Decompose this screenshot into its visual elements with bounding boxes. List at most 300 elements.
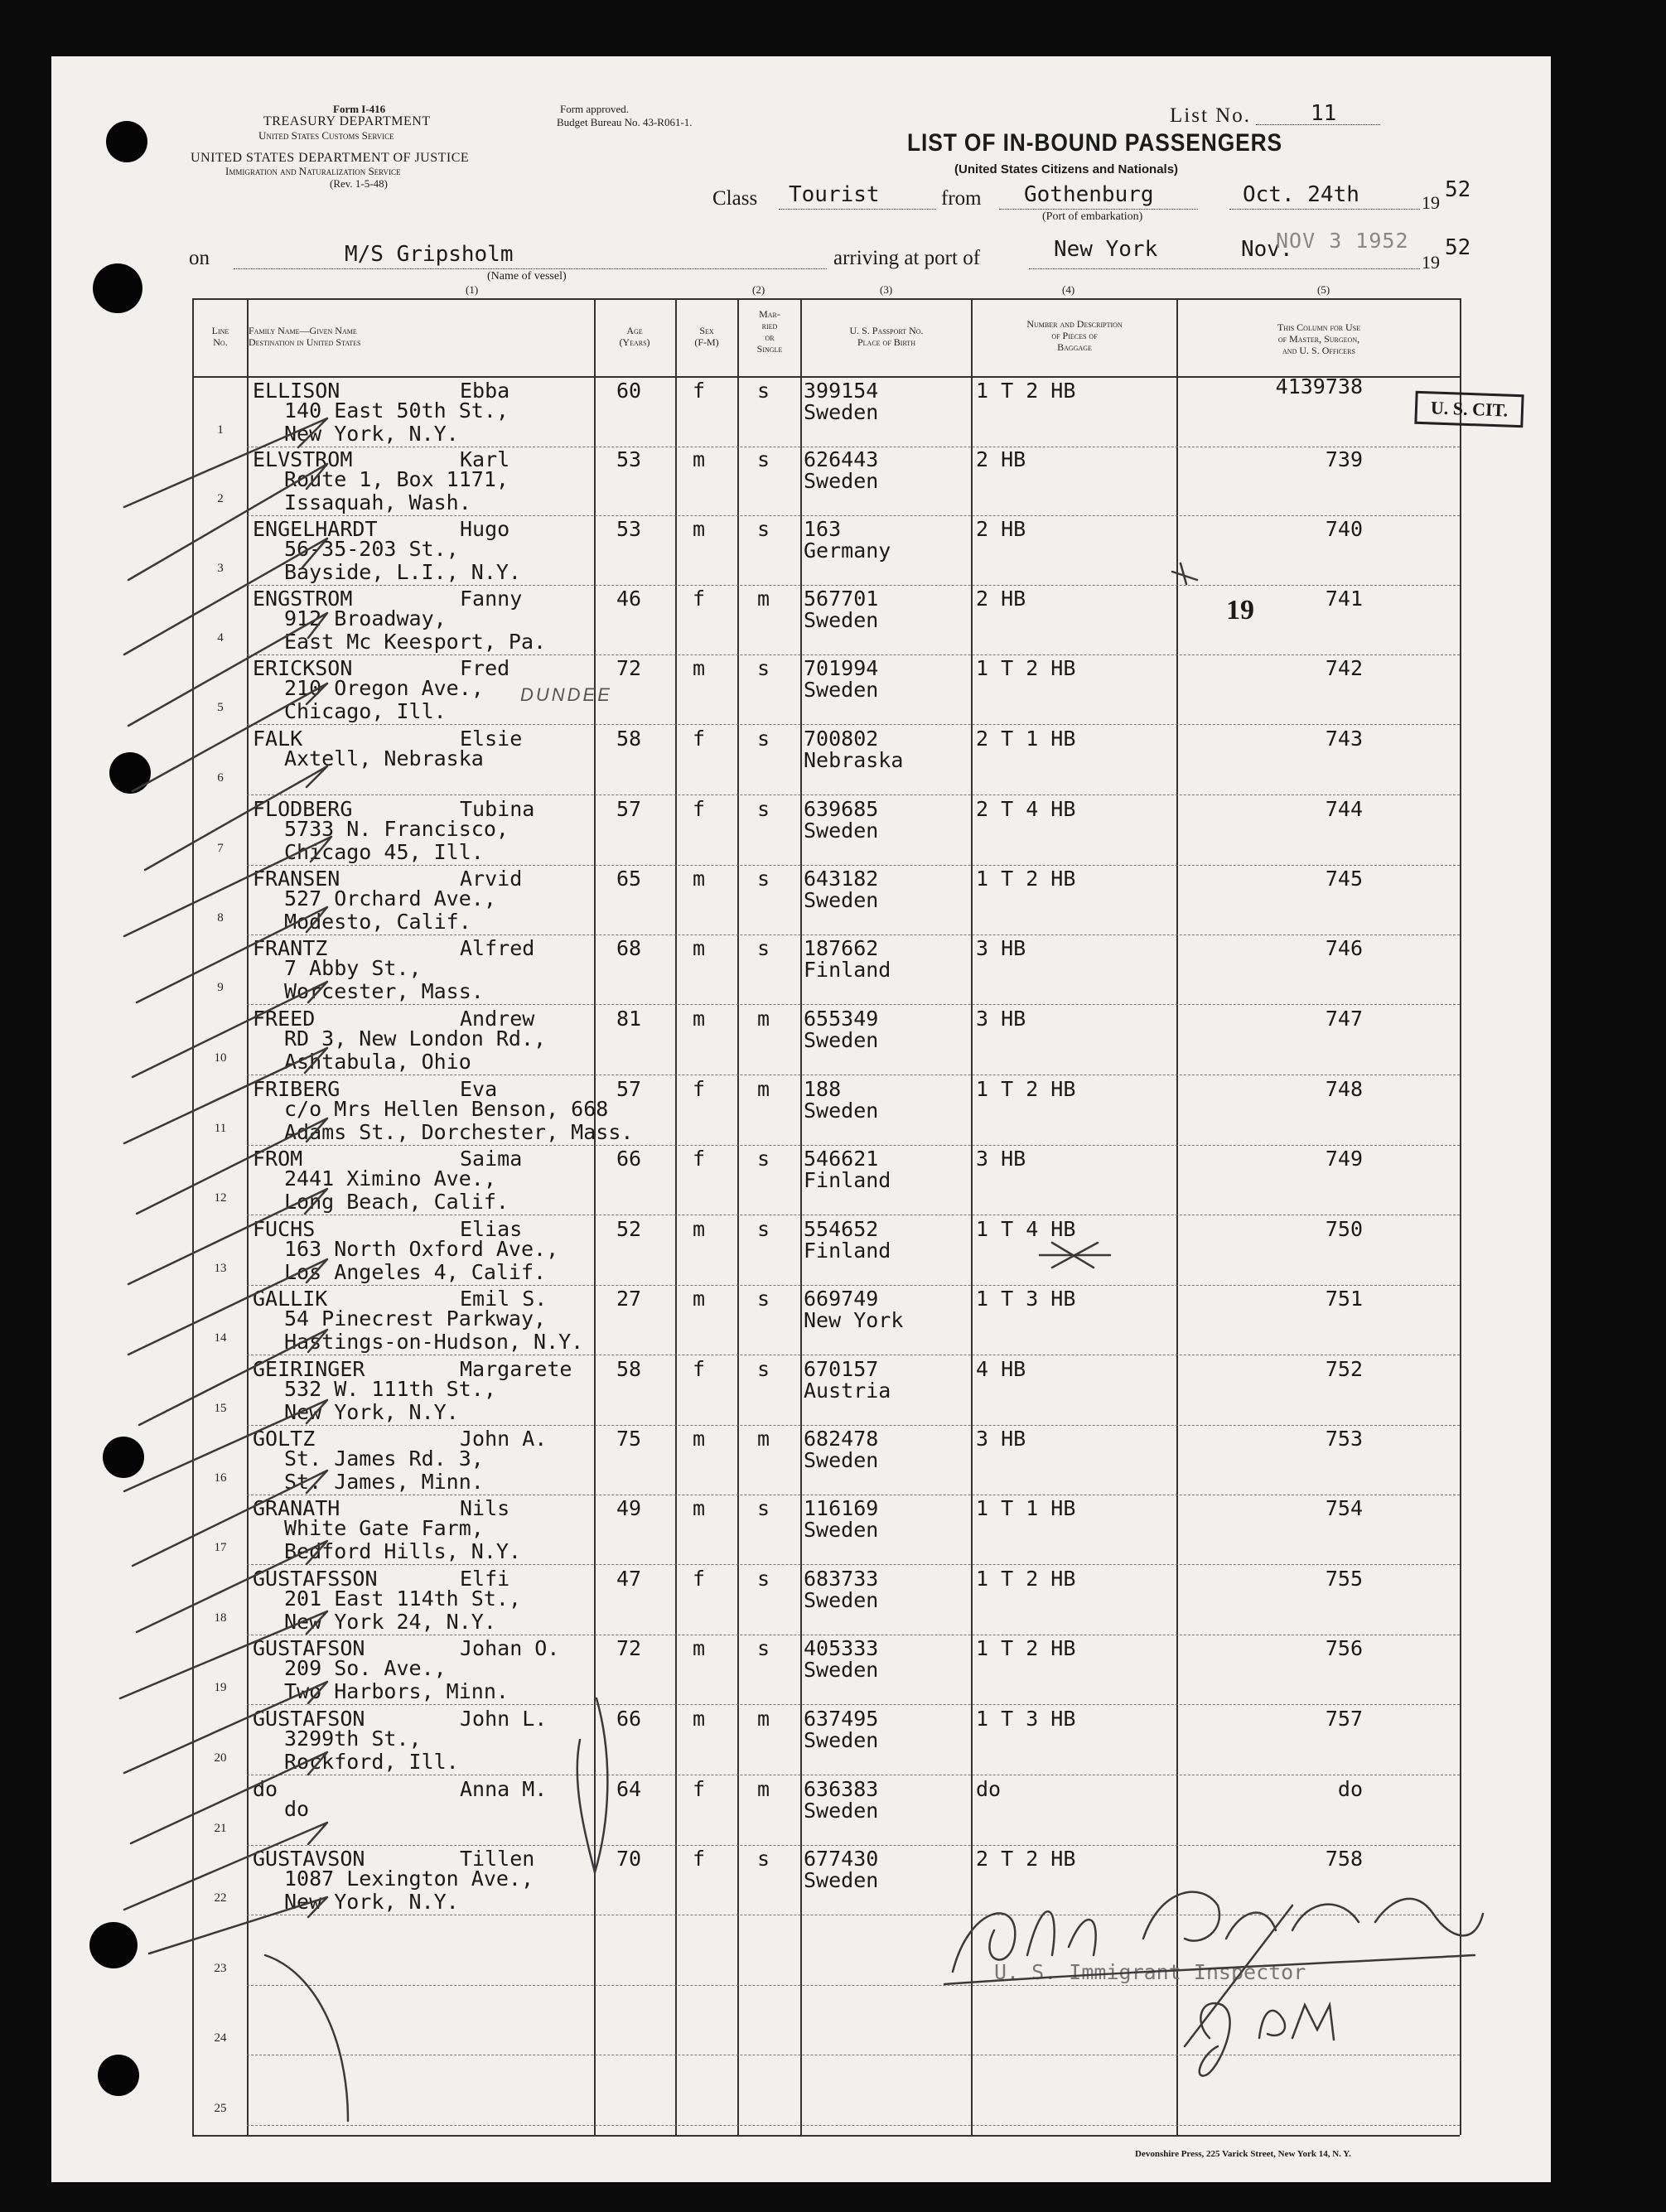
sex: f xyxy=(693,1147,706,1171)
place-of-birth: New York xyxy=(804,1308,904,1332)
address-line1: 140 East 50th St., xyxy=(284,398,509,423)
line-number: 16 xyxy=(214,1471,227,1485)
family-name: GEIRINGER xyxy=(253,1357,365,1381)
line-number: 11 xyxy=(214,1121,227,1135)
age: 65 xyxy=(616,867,642,891)
header-passport: U. S. Passport No. Place of Birth xyxy=(849,325,924,348)
baggage: 1 T 2 HB xyxy=(976,656,1076,680)
baggage: 1 T 2 HB xyxy=(976,867,1076,891)
line-number: 13 xyxy=(214,1261,227,1275)
sex: f xyxy=(693,1357,706,1381)
given-name: Hugo xyxy=(460,517,510,541)
baggage: 2 HB xyxy=(976,447,1026,471)
age: 57 xyxy=(616,1077,642,1101)
form-revision: (Rev. 1-5-48) xyxy=(330,177,388,190)
line-number: 3 xyxy=(217,561,224,575)
arrival-year: 52 xyxy=(1445,235,1471,260)
baggage: 3 HB xyxy=(976,1427,1026,1451)
age: 58 xyxy=(616,1357,642,1381)
baggage: 3 HB xyxy=(976,1147,1026,1171)
officer-number: 750 xyxy=(1325,1217,1363,1241)
passport-number: 637495 xyxy=(804,1707,879,1731)
given-name: Johan O. xyxy=(460,1636,560,1660)
class-value: Tourist xyxy=(789,182,880,207)
address-line2: Adams St., Dorchester, Mass. xyxy=(284,1120,634,1144)
port-underline xyxy=(1029,268,1420,269)
address-line2: Chicago 45, Ill. xyxy=(284,840,484,864)
marital-status: m xyxy=(757,1077,770,1101)
handwritten-dundee: DUNDEE xyxy=(520,684,612,705)
age: 47 xyxy=(616,1567,642,1591)
baggage: 1 T 4 HB xyxy=(976,1217,1076,1241)
marital-status: s xyxy=(757,1357,770,1381)
passport-number: 405333 xyxy=(804,1636,879,1660)
vessel-caption: (Name of vessel) xyxy=(487,270,567,283)
passport-number: 655349 xyxy=(804,1007,879,1031)
line-number: 6 xyxy=(217,770,224,785)
sex: m xyxy=(693,517,706,541)
line-number: 22 xyxy=(214,1891,227,1905)
family-name: GRANATH xyxy=(253,1496,340,1520)
address-line1: Route 1, Box 1171, xyxy=(284,467,509,491)
address-line1: c/o Mrs Hellen Benson, 668 xyxy=(284,1097,609,1121)
address-line2: New York, N.Y. xyxy=(284,1400,459,1424)
on-label: on xyxy=(189,247,210,269)
row-divider xyxy=(247,865,1460,866)
officer-number: 751 xyxy=(1325,1287,1363,1311)
baggage: 4 HB xyxy=(976,1357,1026,1381)
arriving-label: arriving at port of xyxy=(833,247,981,269)
age: 68 xyxy=(616,936,642,960)
row-divider xyxy=(247,1285,1460,1286)
baggage: 2 T 4 HB xyxy=(976,797,1076,821)
passport-number: 643182 xyxy=(804,867,879,891)
row-divider xyxy=(247,1704,1460,1705)
address-line1: 56-35-203 St., xyxy=(284,537,459,561)
age: 49 xyxy=(616,1496,642,1520)
baggage: 2 HB xyxy=(976,587,1026,611)
address-line1: 912 Broadway, xyxy=(284,606,447,630)
marital-status: s xyxy=(757,1567,770,1591)
address-line1: 532 W. 111th St., xyxy=(284,1377,496,1401)
passport-number: 683733 xyxy=(804,1567,879,1591)
passport-number: 701994 xyxy=(804,656,879,680)
place-of-birth: Austria xyxy=(804,1379,891,1403)
line-number: 5 xyxy=(217,700,224,714)
family-name: FALK xyxy=(253,727,303,751)
address-line1: 1087 Lexington Ave., xyxy=(284,1867,534,1891)
given-name: Tillen xyxy=(460,1847,535,1871)
age: 53 xyxy=(616,517,642,541)
address-line1: 7 Abby St., xyxy=(284,956,422,980)
line-number: 14 xyxy=(214,1331,227,1345)
marital-status: s xyxy=(757,379,770,403)
given-name: Fred xyxy=(460,656,510,680)
row-divider xyxy=(247,1145,1460,1146)
given-name: Tubina xyxy=(460,797,535,821)
address-line2: New York, N.Y. xyxy=(284,1890,459,1914)
marital-status: s xyxy=(757,1287,770,1311)
passport-number: 554652 xyxy=(804,1217,879,1241)
sex: m xyxy=(693,1427,706,1451)
form-title: LIST OF IN-BOUND PASSENGERS xyxy=(907,129,1283,157)
row-divider xyxy=(247,1985,1460,1986)
family-name: GOLTZ xyxy=(253,1427,316,1451)
age: 70 xyxy=(616,1847,642,1871)
passport-number: 188 xyxy=(804,1077,842,1101)
class-underline xyxy=(779,209,936,210)
given-name: Emil S. xyxy=(460,1287,548,1311)
row-divider xyxy=(247,1004,1460,1005)
family-name: ENGSTROM xyxy=(253,587,353,611)
sex: f xyxy=(693,727,706,751)
officer-number: 747 xyxy=(1325,1007,1363,1031)
place-of-birth: Sweden xyxy=(804,888,879,912)
officer-number: 749 xyxy=(1325,1147,1363,1171)
age: 60 xyxy=(616,379,642,403)
place-of-birth: Sweden xyxy=(804,819,879,843)
row-divider xyxy=(247,1425,1460,1426)
customs-service: United States Customs Service xyxy=(258,129,394,142)
place-of-birth: Sweden xyxy=(804,400,879,424)
passport-number: 677430 xyxy=(804,1847,879,1871)
given-name: Elfi xyxy=(460,1567,510,1591)
sex: m xyxy=(693,1217,706,1241)
place-of-birth: Sweden xyxy=(804,1448,879,1472)
line-number: 1 xyxy=(217,423,224,437)
line-number: 4 xyxy=(217,630,224,645)
sex: m xyxy=(693,447,706,471)
passport-number: 399154 xyxy=(804,379,879,403)
passport-number: 626443 xyxy=(804,447,879,471)
line-number: 12 xyxy=(214,1191,227,1205)
officer-number: 4139738 xyxy=(1275,374,1363,398)
officer-number: 748 xyxy=(1325,1077,1363,1101)
passport-number: 670157 xyxy=(804,1357,879,1381)
header-baggage: Number and Description of Pieces of Baggage xyxy=(1026,318,1123,353)
marital-status: s xyxy=(757,447,770,471)
marital-status: s xyxy=(757,517,770,541)
line-number: 21 xyxy=(214,1821,227,1835)
address-line2: New York 24, N.Y. xyxy=(284,1610,496,1634)
port-embarkation-caption: (Port of embarkation) xyxy=(1042,210,1143,223)
officer-number: 744 xyxy=(1325,797,1363,821)
form-number: Form I-416 xyxy=(333,103,386,115)
sex: f xyxy=(693,1777,706,1801)
officer-number: 740 xyxy=(1325,517,1363,541)
place-of-birth: Sweden xyxy=(804,1728,879,1752)
line-number: 8 xyxy=(217,910,224,925)
place-of-birth: Sweden xyxy=(804,1099,879,1123)
place-of-birth: Sweden xyxy=(804,1588,879,1612)
passport-number: 639685 xyxy=(804,797,879,821)
sex: m xyxy=(693,1707,706,1731)
address-line1: St. James Rd. 3, xyxy=(284,1446,484,1471)
marital-status: s xyxy=(757,1217,770,1241)
baggage: 1 T 2 HB xyxy=(976,1567,1076,1591)
from-label: from xyxy=(941,187,982,210)
row-divider xyxy=(247,654,1460,655)
given-name: Alfred xyxy=(460,936,535,960)
sex: m xyxy=(693,656,706,680)
family-name: FRANSEN xyxy=(253,867,340,891)
arrival-port: New York xyxy=(1054,237,1158,262)
given-name: Saima xyxy=(460,1147,523,1171)
punch-hole xyxy=(98,2055,139,2096)
sex: m xyxy=(693,1287,706,1311)
row-divider xyxy=(247,585,1460,586)
age: 46 xyxy=(616,587,642,611)
place-of-birth: Sweden xyxy=(804,1518,879,1542)
budget-bureau: Budget Bureau No. 43-R061-1. xyxy=(557,116,693,128)
address-line1: 2441 Ximino Ave., xyxy=(284,1166,496,1191)
address-line1: 163 North Oxford Ave., xyxy=(284,1237,559,1261)
given-name: Fanny xyxy=(460,587,523,611)
family-name: GALLIK xyxy=(253,1287,328,1311)
family-name: ELLISON xyxy=(253,379,340,403)
place-of-birth: Finland xyxy=(804,958,891,982)
passport-number: 682478 xyxy=(804,1427,879,1451)
age: 66 xyxy=(616,1147,642,1171)
list-no-value: 11 xyxy=(1311,101,1337,126)
col-num-5: (5) xyxy=(1317,283,1330,296)
baggage: 1 T 2 HB xyxy=(976,1077,1076,1101)
header-age: Age (Years) xyxy=(619,325,650,348)
officer-number: 758 xyxy=(1325,1847,1363,1871)
dept-justice: UNITED STATES DEPARTMENT OF JUSTICE xyxy=(191,151,470,165)
family-name: GUSTAVSON xyxy=(253,1847,365,1871)
marital-status: s xyxy=(757,1847,770,1871)
header-sex: Sex (F-M) xyxy=(694,325,719,348)
place-of-birth: Sweden xyxy=(804,1028,879,1052)
age: 81 xyxy=(616,1007,642,1031)
officer-number: 755 xyxy=(1325,1567,1363,1591)
family-name: GUSTAFSON xyxy=(253,1636,365,1660)
address-line1: RD 3, New London Rd., xyxy=(284,1026,547,1050)
from-value: Gothenburg xyxy=(1024,182,1154,207)
ins-service: Immigration and Naturalization Service xyxy=(225,165,401,177)
line-number: 17 xyxy=(214,1540,227,1554)
given-name: Nils xyxy=(460,1496,510,1520)
passport-number: 669749 xyxy=(804,1287,879,1311)
place-of-birth: Finland xyxy=(804,1239,891,1263)
row-divider xyxy=(247,724,1460,725)
address-line2: Los Angeles 4, Calif. xyxy=(284,1260,547,1284)
baggage: 3 HB xyxy=(976,1007,1026,1031)
address-line2: Bayside, L.I., N.Y. xyxy=(284,560,521,584)
family-name: ELVSTROM xyxy=(253,447,353,471)
address-line1: 201 East 114th St., xyxy=(284,1587,521,1611)
officer-number: 752 xyxy=(1325,1357,1363,1381)
departure-date: Oct. 24th xyxy=(1243,182,1359,207)
address-line1: 5733 N. Francisco, xyxy=(284,817,509,841)
baggage: 2 T 1 HB xyxy=(976,727,1076,751)
sex: m xyxy=(693,1636,706,1660)
address-line2: Modesto, Calif. xyxy=(284,910,471,934)
year-prefix: 19 xyxy=(1422,192,1440,213)
address-line1: 209 So. Ave., xyxy=(284,1656,447,1680)
vessel-name: M/S Gripsholm xyxy=(345,242,514,267)
inspector-caption: U. S. Immigrant Inspector xyxy=(994,1960,1306,1984)
marital-status: m xyxy=(757,587,770,611)
dept-treasury: TREASURY DEPARTMENT xyxy=(263,114,431,128)
marital-status: s xyxy=(757,1496,770,1520)
marital-status: m xyxy=(757,1427,770,1451)
baggage: 1 T 3 HB xyxy=(976,1707,1076,1731)
given-name: Anna M. xyxy=(460,1777,548,1801)
list-no-label: List No. xyxy=(1170,104,1251,127)
age: 58 xyxy=(616,727,642,751)
family-name: GUSTAFSSON xyxy=(253,1567,378,1591)
col-num-1: (1) xyxy=(466,283,479,296)
officer-number: 745 xyxy=(1325,867,1363,891)
family-name: ENGELHARDT xyxy=(253,517,378,541)
baggage: 3 HB xyxy=(976,936,1026,960)
from-underline xyxy=(999,209,1198,210)
address-line2: New York, N.Y. xyxy=(284,422,459,446)
age: 53 xyxy=(616,447,642,471)
officer-number: 756 xyxy=(1325,1636,1363,1660)
row-divider xyxy=(247,2125,1460,2126)
baggage: 1 T 2 HB xyxy=(976,1636,1076,1660)
place-of-birth: Sweden xyxy=(804,469,879,493)
sex: f xyxy=(693,1077,706,1101)
address-line2: Bedford Hills, N.Y. xyxy=(284,1539,521,1563)
line-number: 23 xyxy=(214,1961,227,1975)
age: 75 xyxy=(616,1427,642,1451)
line-number: 19 xyxy=(214,1680,227,1694)
family-name: FRANTZ xyxy=(253,936,328,960)
printer-footer: Devonshire Press, 225 Varick Street, New York 14, N. Y. xyxy=(1135,2149,1351,2159)
given-name: Eva xyxy=(460,1077,498,1101)
class-label: Class xyxy=(712,187,758,210)
marital-status: m xyxy=(757,1707,770,1731)
marital-status: s xyxy=(757,797,770,821)
punch-hole xyxy=(103,1437,144,1478)
header-married: Mar- ried or Single xyxy=(756,308,783,355)
passport-number: 546621 xyxy=(804,1147,879,1171)
baggage: 1 T 3 HB xyxy=(976,1287,1076,1311)
row-divider xyxy=(247,1564,1460,1565)
address-line2: Issaquah, Wash. xyxy=(284,490,471,514)
officer-number: 739 xyxy=(1325,447,1363,471)
marital-status: s xyxy=(757,656,770,680)
marital-status: m xyxy=(757,1777,770,1801)
officer-number: 743 xyxy=(1325,727,1363,751)
given-name: Margarete xyxy=(460,1357,572,1381)
baggage: 1 T 1 HB xyxy=(976,1496,1076,1520)
passport-number: 116169 xyxy=(804,1496,879,1520)
address-line1: 3299th St., xyxy=(284,1727,422,1751)
officer-number: 757 xyxy=(1325,1707,1363,1731)
age: 72 xyxy=(616,1636,642,1660)
row-divider xyxy=(247,794,1460,795)
vessel-underline xyxy=(234,268,827,269)
sex: m xyxy=(693,867,706,891)
punch-hole xyxy=(109,752,151,794)
punch-hole xyxy=(106,121,147,162)
age: 52 xyxy=(616,1217,642,1241)
family-name: ERICKSON xyxy=(253,656,353,680)
family-name: GUSTAFSON xyxy=(253,1707,365,1731)
address-line2: St. James, Minn. xyxy=(284,1470,484,1494)
date-underline xyxy=(1229,209,1420,210)
tally-number: 19 xyxy=(1226,595,1254,625)
place-of-birth: Sweden xyxy=(804,608,879,632)
age: 64 xyxy=(616,1777,642,1801)
baggage: 1 T 2 HB xyxy=(976,379,1076,403)
family-name: do xyxy=(253,1777,278,1801)
baggage: 2 T 2 HB xyxy=(976,1847,1076,1871)
address-line2: Two Harbors, Minn. xyxy=(284,1679,509,1703)
col-num-3: (3) xyxy=(880,283,893,296)
family-name: FRIBERG xyxy=(253,1077,340,1101)
address-line2: Worcester, Mass. xyxy=(284,979,484,1003)
place-of-birth: Germany xyxy=(804,539,891,563)
age: 66 xyxy=(616,1707,642,1731)
date-stamp: NOV 3 1952 xyxy=(1276,229,1409,253)
header-officers: This Column for Use of Master, Surgeon, and U. S. Officers xyxy=(1277,321,1361,356)
sex: m xyxy=(693,1007,706,1031)
marital-status: m xyxy=(757,1007,770,1031)
line-number: 2 xyxy=(217,491,224,505)
address-line2: Rockford, Ill. xyxy=(284,1750,459,1774)
place-of-birth: Nebraska xyxy=(804,748,904,772)
age: 57 xyxy=(616,797,642,821)
sex: f xyxy=(693,1847,706,1871)
line-number: 10 xyxy=(214,1050,227,1065)
place-of-birth: Sweden xyxy=(804,1799,879,1823)
place-of-birth: Sweden xyxy=(804,678,879,702)
sex: m xyxy=(693,1496,706,1520)
given-name: Ebba xyxy=(460,379,510,403)
row-divider xyxy=(247,1845,1460,1846)
given-name: John L. xyxy=(460,1707,548,1731)
col-num-2: (2) xyxy=(752,283,765,296)
officer-number: 746 xyxy=(1325,936,1363,960)
marital-status: s xyxy=(757,867,770,891)
age: 72 xyxy=(616,656,642,680)
address-line2: Hastings-on-Hudson, N.Y. xyxy=(284,1330,584,1354)
line-number: 9 xyxy=(217,980,224,994)
form-subtitle: (United States Citizens and Nationals) xyxy=(954,162,1179,176)
given-name: Elsie xyxy=(460,727,523,751)
baggage: 2 HB xyxy=(976,517,1026,541)
officer-number: 741 xyxy=(1325,587,1363,611)
punch-hole xyxy=(93,263,142,313)
officer-number: 742 xyxy=(1325,656,1363,680)
family-name: FLODBERG xyxy=(253,797,353,821)
given-name: Karl xyxy=(460,447,510,471)
place-of-birth: Finland xyxy=(804,1168,891,1192)
sex: f xyxy=(693,1567,706,1591)
family-name: FREED xyxy=(253,1007,316,1031)
sex: f xyxy=(693,587,706,611)
address-line1: 210 Oregon Ave., xyxy=(284,676,484,700)
line-number: 25 xyxy=(214,2101,227,2115)
col-num-4: (4) xyxy=(1062,283,1075,296)
passport-number: 700802 xyxy=(804,727,879,751)
header-name: Family Name—Given Name Destination in United States xyxy=(249,325,361,348)
passport-number: 636383 xyxy=(804,1777,879,1801)
officer-number: 753 xyxy=(1325,1427,1363,1451)
address-line1: 527 Orchard Ave., xyxy=(284,886,496,910)
address-line2: East Mc Keesport, Pa. xyxy=(284,630,547,654)
address-line2: Long Beach, Calif. xyxy=(284,1190,509,1214)
address-line1: do xyxy=(284,1797,310,1821)
given-name: Elias xyxy=(460,1217,523,1241)
passport-number: 187662 xyxy=(804,936,879,960)
